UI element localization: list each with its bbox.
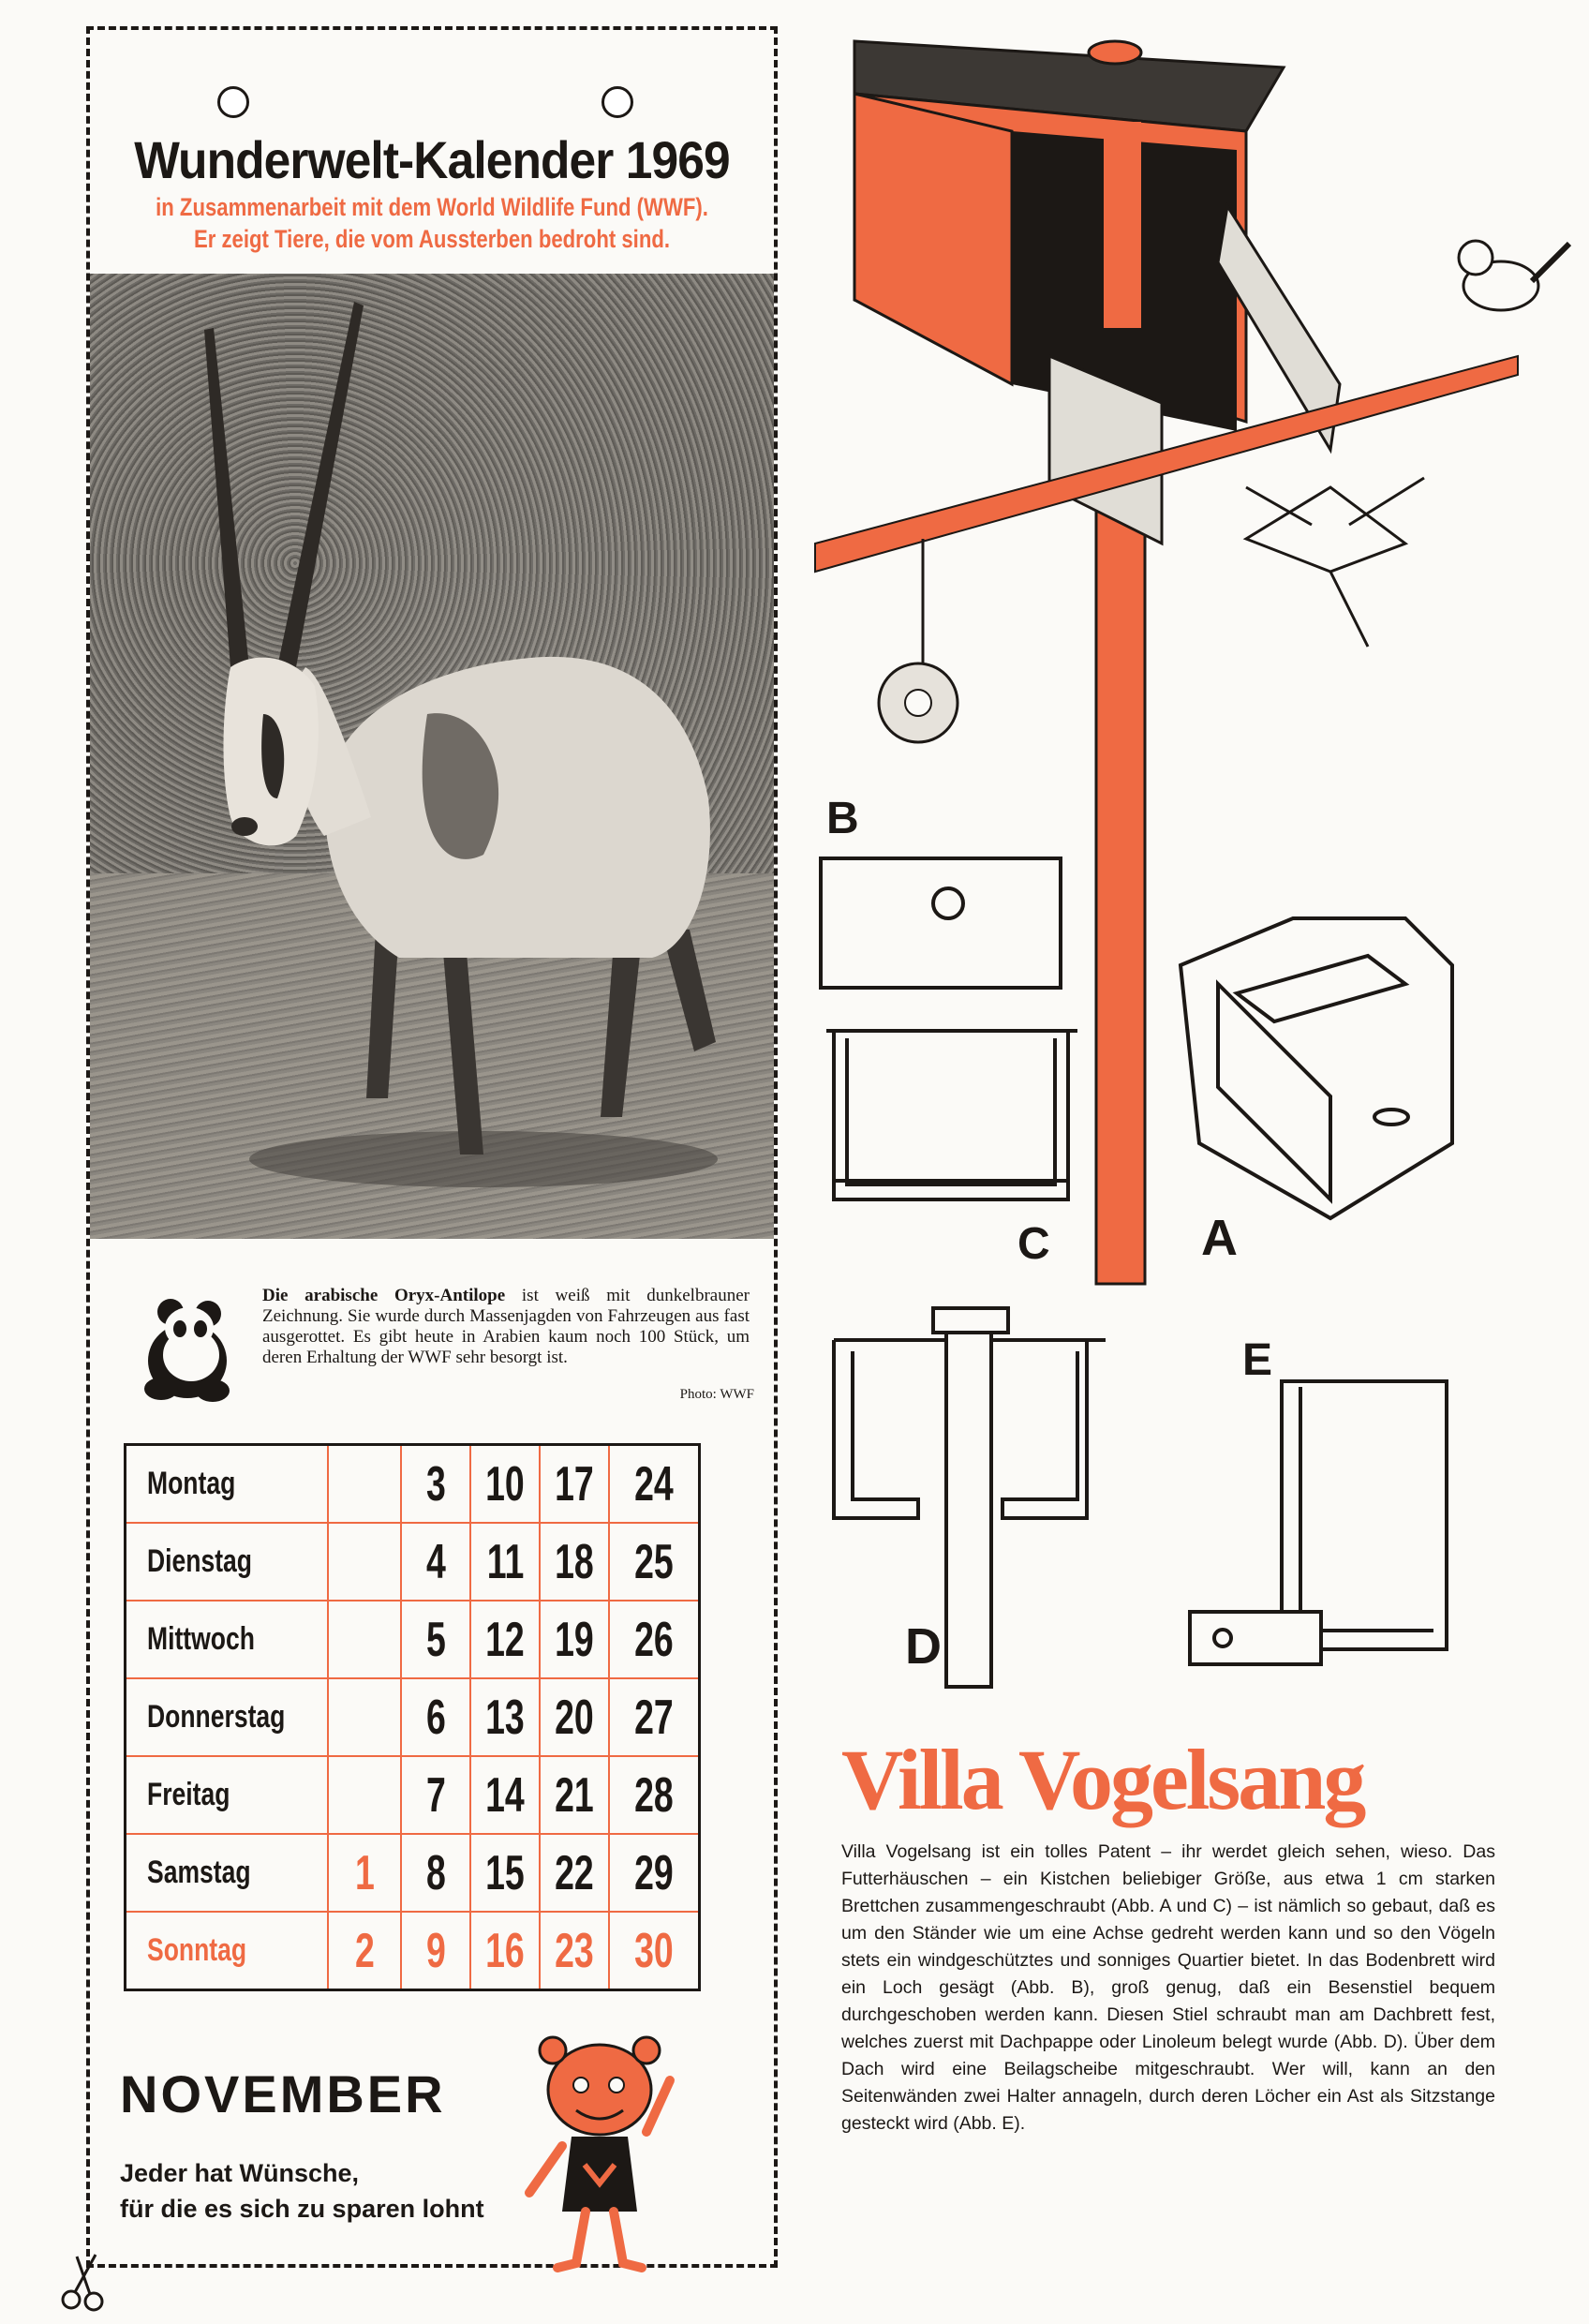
hanging-hole-left	[217, 86, 249, 118]
slogan-line2: für die es sich zu sparen lohnt	[120, 2195, 484, 2223]
date-cell	[401, 1678, 470, 1756]
date-number: 14	[485, 1767, 525, 1823]
date-cell	[470, 1834, 540, 1912]
date-cell	[540, 1445, 609, 1524]
calendar-row	[126, 1445, 700, 1524]
weekday-label	[126, 1523, 329, 1601]
weekday-text: Freitag	[147, 1777, 230, 1812]
date-cell	[609, 1912, 700, 1990]
date-number: 19	[555, 1612, 594, 1667]
month-name: NOVEMBER	[120, 2064, 446, 2123]
plan-label-c: C	[1017, 1219, 1050, 1269]
plan-label-a: A	[1201, 1210, 1238, 1266]
date-cell	[609, 1523, 700, 1601]
date-cell	[328, 1445, 401, 1524]
weekday-text: Donnerstag	[147, 1699, 286, 1735]
wwf-panda-logo	[124, 1286, 236, 1408]
date-cell	[609, 1601, 700, 1678]
date-number: 9	[425, 1923, 446, 1978]
date-number: 23	[555, 1923, 594, 1978]
plan-b-board	[821, 858, 1061, 988]
photo-caption	[262, 1286, 750, 1368]
plan-label-b: B	[826, 794, 859, 843]
date-cell	[328, 1756, 401, 1834]
calendar-row	[126, 1756, 700, 1834]
oryx-antelope-image	[90, 274, 774, 1239]
date-cell	[540, 1678, 609, 1756]
weekday-text: Sonntag	[147, 1932, 247, 1968]
hanging-hole-right	[601, 86, 633, 118]
calendar-row	[126, 1834, 700, 1912]
calendar-subtitle-line2: Er zeigt Tiere, die vom Aussterben bedroht sind.	[193, 225, 671, 253]
date-number: 8	[425, 1845, 446, 1900]
weekday-label	[126, 1601, 329, 1678]
date-cell	[540, 1834, 609, 1912]
date-number: 11	[486, 1534, 524, 1589]
date-cell	[470, 1756, 540, 1834]
calendar-row	[126, 1678, 700, 1756]
date-cell	[328, 1912, 401, 1990]
date-cell	[609, 1756, 700, 1834]
date-cell	[470, 1601, 540, 1678]
date-number: 22	[555, 1845, 594, 1900]
date-number: 2	[354, 1923, 375, 1978]
calendar-grid	[124, 1443, 701, 1991]
caption-species-name: Die arabische Oryx-Antilope	[262, 1286, 506, 1305]
scissors-icon	[58, 2247, 111, 2313]
date-cell	[609, 1678, 700, 1756]
date-number: 13	[485, 1690, 525, 1745]
construction-plans	[806, 787, 1574, 1706]
weekday-label	[126, 1834, 329, 1912]
weekday-text: Dienstag	[147, 1543, 253, 1579]
date-number: 12	[485, 1612, 525, 1667]
oryx-photo	[90, 274, 774, 1239]
plan-label-d: D	[905, 1618, 942, 1675]
date-cell	[470, 1445, 540, 1524]
date-cell	[540, 1601, 609, 1678]
date-cell	[609, 1834, 700, 1912]
calendar-subtitle-line1: in Zusammenarbeit mit dem World Wildlife Fund (WWF).	[156, 193, 708, 221]
weekday-label	[126, 1445, 329, 1524]
date-number: 24	[634, 1456, 674, 1512]
date-number: 5	[425, 1612, 446, 1667]
date-cell	[401, 1834, 470, 1912]
date-cell	[328, 1678, 401, 1756]
date-number: 26	[634, 1612, 674, 1667]
date-cell	[401, 1601, 470, 1678]
date-number: 7	[425, 1767, 446, 1823]
date-cell	[328, 1523, 401, 1601]
date-number: 16	[485, 1923, 525, 1978]
date-cell	[540, 1756, 609, 1834]
weekday-text: Mittwoch	[147, 1621, 255, 1657]
date-cell	[401, 1756, 470, 1834]
date-number: 21	[555, 1767, 594, 1823]
date-number: 18	[555, 1534, 594, 1589]
date-cell	[470, 1678, 540, 1756]
date-number: 29	[634, 1845, 674, 1900]
date-cell	[540, 1912, 609, 1990]
article-title: Villa Vogelsang	[841, 1732, 1364, 1827]
date-number: 27	[634, 1690, 674, 1745]
savings-mascot-illustration	[506, 2034, 693, 2277]
article-body: Villa Vogelsang ist ein tolles Patent – ihr werdet gleich sehen, wieso. Das Futterhäuschen – ein Kistchen beliebiger Größe, aus etwa 1 cm starken Brettchen zusammengeschraubt (Abb. A und C) – ist nämlich so gebaut, daß es um den Ständer wie um eine Achse gedreht werden kann und so den Vögeln stets ein windgeschütztes und sonniges Quartier bietet. In das Bodenbrett wird ein Loch gesägt (Abb. B), groß genug, daß ein Besenstiel bequem durchgeschoben werden kann. Diesen Stiel schraubt man am Dachbrett fest, welches zuerst mit Dachpappe oder Linoleum belegt wurde (Abb. D). Über dem Dach wird eine Beilagscheibe mitgeschraubt. Wer will, kann an den Seitenwänden zwei Halter annageln, durch deren Löcher ein Ast als Sitzstange gesteckt wird (Abb. E).	[841, 1841, 1495, 2134]
date-number: 3	[425, 1456, 446, 1512]
slogan-line1: Jeder hat Wünsche,	[120, 2159, 360, 2187]
date-number: 25	[634, 1534, 674, 1589]
date-number: 10	[485, 1456, 525, 1512]
date-cell	[401, 1912, 470, 1990]
date-number: 28	[634, 1767, 674, 1823]
savings-slogan	[120, 2155, 484, 2227]
date-cell	[401, 1523, 470, 1601]
caption-text: ist weiß mit dunkelbrauner Zeichnung. Sie wurde durch Massenjagden von Fahrzeugen aus fast ausgerottet. Es gibt heute in Arabien kaum noch 100 Stück, um deren Erhaltung der WWF sehr besorgt ist.	[262, 1286, 750, 1367]
calendar-table	[124, 1443, 701, 1991]
calendar-row	[126, 1523, 700, 1601]
date-number: 15	[485, 1845, 525, 1900]
date-cell	[401, 1445, 470, 1524]
date-number: 4	[425, 1534, 446, 1589]
photo-credit: Photo: WWF	[679, 1387, 754, 1402]
calendar-row	[126, 1601, 700, 1678]
plan-label-e: E	[1242, 1335, 1273, 1385]
date-number: 1	[354, 1845, 375, 1900]
date-cell	[328, 1834, 401, 1912]
date-cell	[540, 1523, 609, 1601]
date-number: 6	[425, 1690, 446, 1745]
calendar-title: Wunderwelt-Kalender 1969	[134, 130, 730, 189]
date-cell	[470, 1523, 540, 1601]
calendar-row	[126, 1912, 700, 1990]
plan-c-frame	[826, 1031, 1077, 1199]
weekday-label	[126, 1678, 329, 1756]
date-cell	[328, 1601, 401, 1678]
weekday-text: Montag	[147, 1466, 236, 1501]
date-cell	[470, 1912, 540, 1990]
weekday-text: Samstag	[147, 1855, 251, 1890]
date-cell	[609, 1445, 700, 1524]
weekday-label	[126, 1756, 329, 1834]
date-number: 30	[634, 1923, 674, 1978]
weekday-label	[126, 1912, 329, 1990]
date-number: 17	[555, 1456, 594, 1512]
plan-e-holder	[1282, 1381, 1447, 1649]
date-number: 20	[555, 1690, 594, 1745]
